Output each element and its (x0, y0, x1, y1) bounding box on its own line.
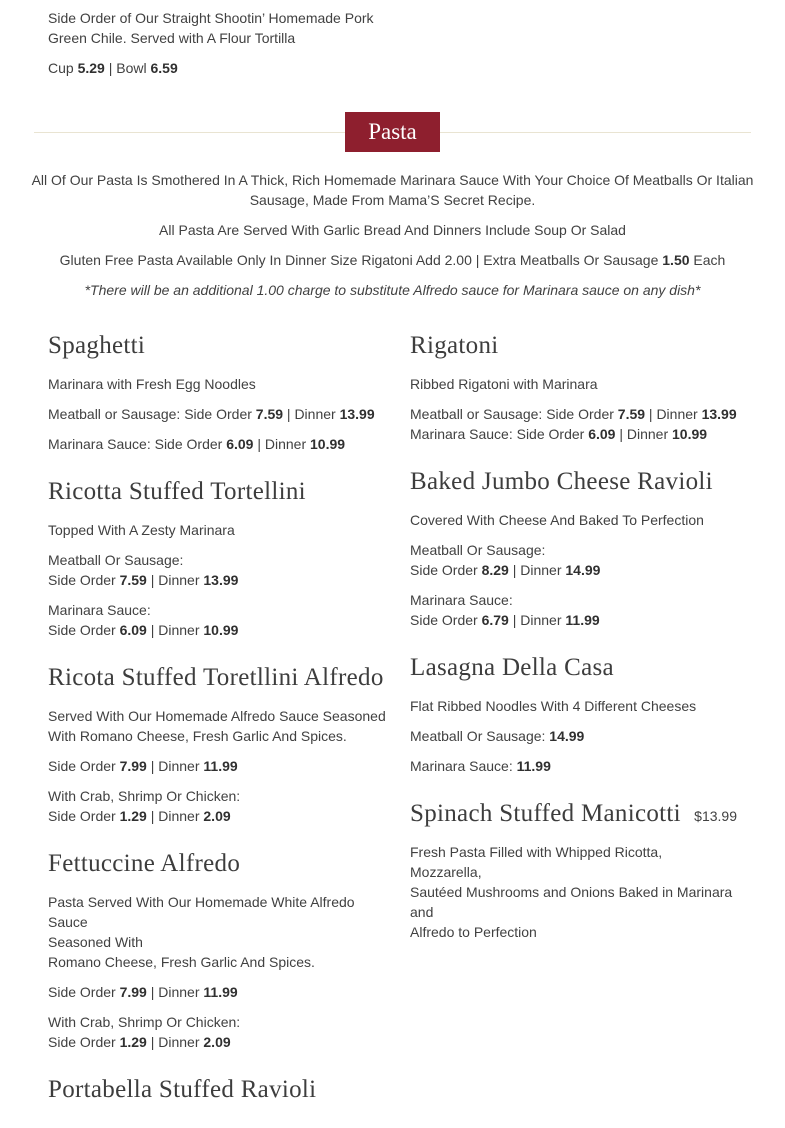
section-intro-paragraph: Gluten Free Pasta Available Only In Dinner Size Rigatoni Add 2.00 | Extra Meatballs Or Sausage 1.50 Each (59, 252, 726, 268)
menu-item-name: Spaghetti (48, 332, 146, 359)
menu-item-text: With Crab, Shrimp Or Chicken: Side Order 1.29 | Dinner 2.09 (48, 1014, 241, 1050)
menu-item-text: Marinara Sauce: Side Order 6.09 | Dinner 10.99 (48, 436, 346, 452)
menu-item-text: Side Order 7.99 | Dinner 11.99 (48, 984, 238, 1000)
menu-item (48, 662, 394, 826)
menu-item (48, 1074, 394, 1106)
menu-item-header (410, 652, 737, 684)
menu-item (48, 476, 394, 640)
description-line: Side Order of Our Straight Shootin’ Homemade Pork (48, 10, 374, 26)
menu-item-text: Side Order 7.99 | Dinner 11.99 (48, 758, 238, 774)
menu-item-text: With Crab, Shrimp Or Chicken: Side Order 1.29 | Dinner 2.09 (48, 788, 241, 824)
menu-item-text: Meatball Or Sausage: 14.99 (410, 728, 585, 744)
menu-item-name: Ricotta Stuffed Tortellini (48, 478, 306, 505)
section-title-badge: Pasta (345, 112, 440, 152)
menu-item-text: Ribbed Rigatoni with Marinara (410, 376, 598, 392)
menu-item (48, 330, 394, 454)
menu-item-header (48, 1074, 394, 1106)
menu-item (48, 848, 394, 1052)
menu-item-name: Rigatoni (410, 332, 499, 359)
menu-item-name: Lasagna Della Casa (410, 654, 614, 681)
section-intro-paragraph: All Pasta Are Served With Garlic Bread And Dinners Include Soup Or Salad (159, 222, 626, 238)
menu-item-text: Covered With Cheese And Baked To Perfection (410, 512, 704, 528)
menu-item-text: Meatball or Sausage: Side Order 7.59 | Dinner 13.99 (48, 406, 375, 422)
menu-item-header (48, 330, 394, 362)
menu-item (410, 798, 737, 942)
menu-item-text: Flat Ribbed Noodles With 4 Different Cheeses (410, 698, 697, 714)
menu-columns (0, 330, 785, 1128)
section-intro (0, 170, 785, 300)
menu-item (410, 466, 737, 630)
menu-item (410, 652, 737, 776)
menu-item-price: $13.99 (694, 808, 737, 824)
menu-item-header (410, 466, 737, 498)
menu-item-name: Baked Jumbo Cheese Ravioli (410, 468, 713, 495)
section-intro-paragraph: All Of Our Pasta Is Smothered In A Thick, Rich Homemade Marinara Sauce With Your Choice Of Meatballs Or Italian Sausage, Made From Mama’S Secret Recipe. (31, 172, 754, 208)
section-header (34, 112, 751, 152)
description-line: Green Chile. Served with A Flour Tortilla (48, 30, 296, 46)
menu-column (410, 330, 737, 1128)
menu-item-header (48, 848, 394, 880)
menu-item-text: Pasta Served With Our Homemade White Alfredo Sauce Seasoned With Romano Cheese, Fresh Garlic And Spices. (48, 894, 355, 970)
menu-item (410, 330, 737, 444)
menu-item-text: Meatball or Sausage: Side Order 7.59 | Dinner 13.99 Marinara Sauce: Side Order 6.09 | Dinner 10.99 (410, 406, 737, 442)
item-description (48, 8, 737, 48)
menu-item-text: Marinara Sauce: Side Order 6.79 | Dinner 11.99 (410, 592, 600, 628)
menu-item-header (48, 662, 394, 694)
menu-item-text: Topped With A Zesty Marinara (48, 522, 235, 538)
menu-item-text: Fresh Pasta Filled with Whipped Ricotta, Mozzarella, Sautéed Mushrooms and Onions Baked in Marinara and Alfredo to Perfection (410, 844, 733, 940)
menu-item-text: Marinara Sauce: Side Order 6.09 | Dinner 10.99 (48, 602, 239, 638)
menu-item-name: Fettuccine Alfredo (48, 850, 241, 877)
menu-column (48, 330, 394, 1128)
menu-item-text: Meatball Or Sausage: Side Order 8.29 | Dinner 14.99 (410, 542, 601, 578)
substitution-note: *There will be an additional 1.00 charge to substitute Alfredo sauce for Marinara sauce on any dish* (84, 282, 701, 298)
menu-item-text: Marinara Sauce: 11.99 (410, 758, 551, 774)
item-price-line: Cup 5.29 | Bowl 6.59 (48, 60, 178, 76)
menu-item-name: Portabella Stuffed Ravioli (48, 1076, 317, 1103)
menu-item-header (48, 476, 394, 508)
menu-item-text: Served With Our Homemade Alfredo Sauce Seasoned With Romano Cheese, Fresh Garlic And Spices. (48, 708, 386, 744)
previous-section-tail (0, 8, 785, 78)
menu-item-header (410, 798, 737, 830)
menu-item-name: Ricota Stuffed Toretllini Alfredo (48, 664, 384, 691)
menu-item-text: Meatball Or Sausage: Side Order 7.59 | Dinner 13.99 (48, 552, 239, 588)
menu-item-header (410, 330, 737, 362)
menu-item-name: Spinach Stuffed Manicotti (410, 800, 681, 827)
menu-item-text: Marinara with Fresh Egg Noodles (48, 376, 256, 392)
